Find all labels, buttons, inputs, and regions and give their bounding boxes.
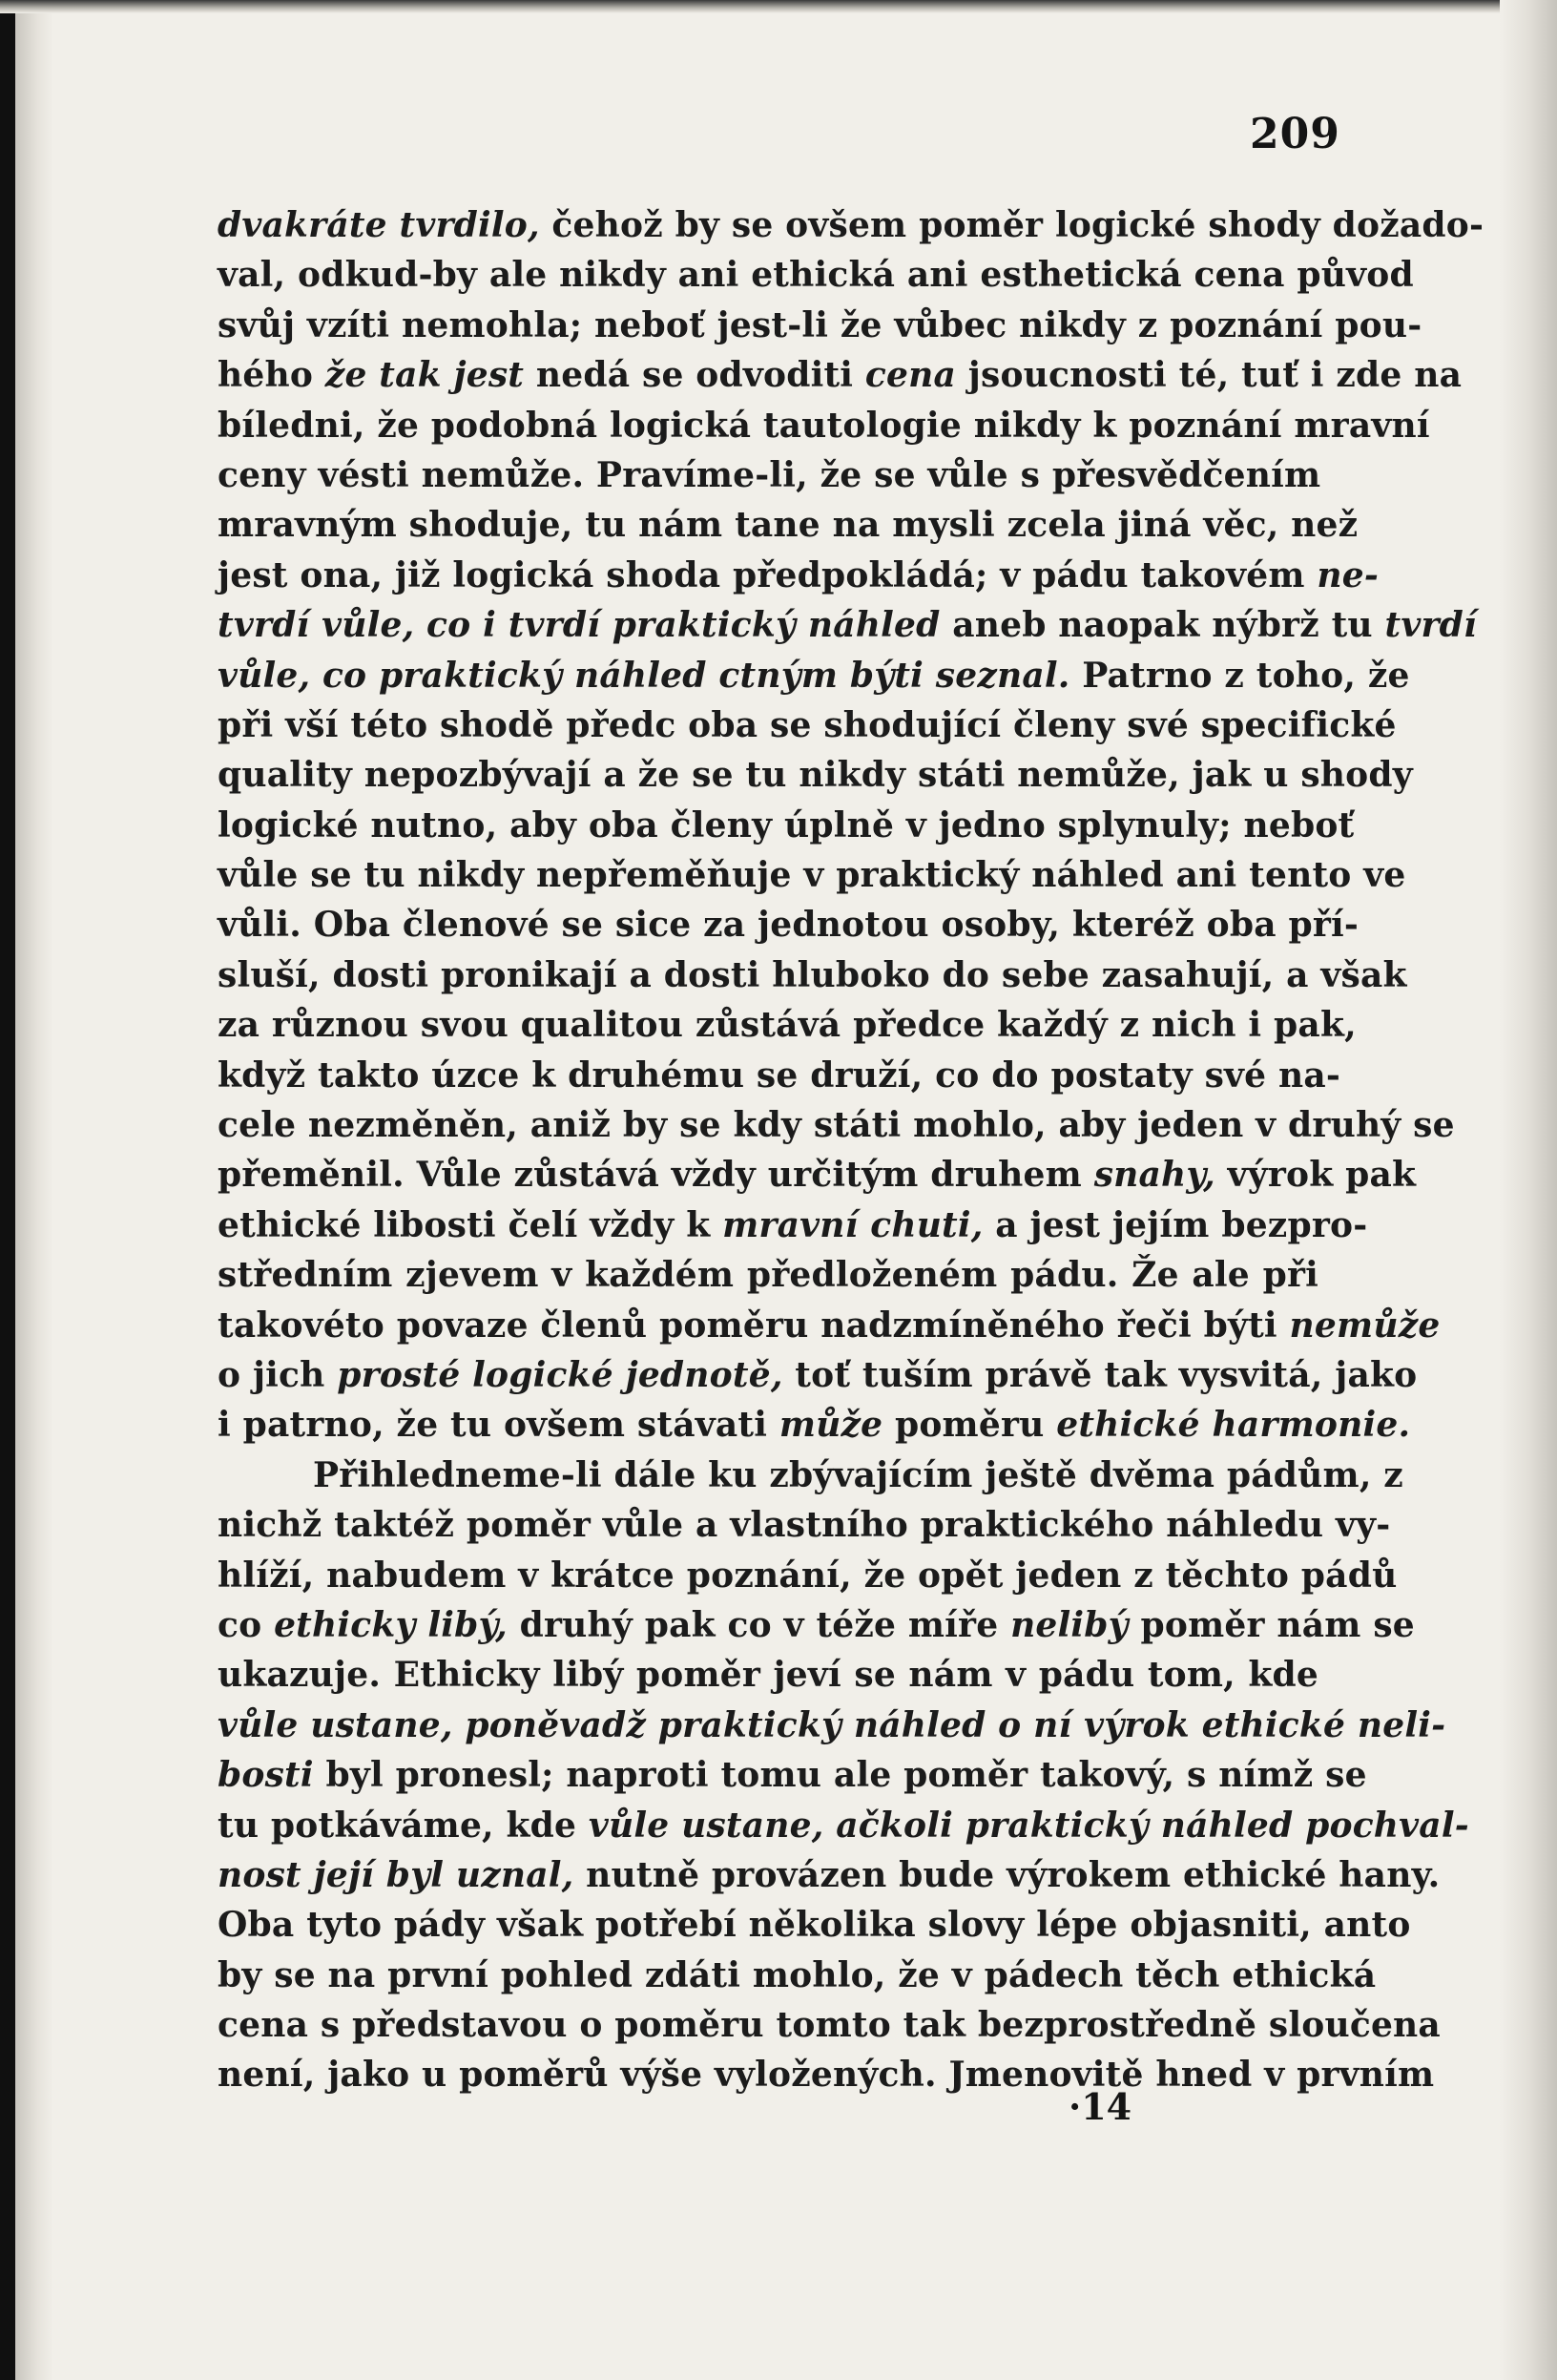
text-span: Patrno z toho, že bbox=[1069, 655, 1410, 696]
text-span: o jich bbox=[218, 1354, 338, 1395]
text-span: i patrno, že tu ovšem stávati bbox=[218, 1405, 779, 1446]
text-span: poměru bbox=[882, 1405, 1057, 1446]
text-span: Oba tyto pády však potřebí několika slovy lépe objasniti, anto bbox=[218, 1905, 1411, 1946]
text-line bbox=[218, 301, 1422, 350]
italic-span: cena bbox=[864, 355, 957, 396]
text-span: val, odkud-by ale nikdy ani ethická ani esthetická cena původ bbox=[218, 255, 1414, 296]
signature-mark: ·14 bbox=[1069, 2085, 1132, 2128]
text-span: jsoucnosti té, tuť i zde na bbox=[956, 355, 1463, 396]
text-line bbox=[218, 1400, 1411, 1450]
text-line bbox=[218, 1750, 1367, 1800]
text-span: quality nepozbývají a že se tu nikdy státi nemůže, jak u shody bbox=[218, 755, 1413, 796]
text-line bbox=[218, 500, 1359, 550]
text-span: poměr nám se bbox=[1128, 1604, 1415, 1645]
text-line bbox=[218, 801, 1355, 850]
text-span: bíledni, že podobná logická tautologie nikdy k poznání mravní bbox=[218, 405, 1430, 446]
italic-span: bosti bbox=[218, 1755, 314, 1796]
italic-span: vůle ustane, ačkoli praktický náhled pochval- bbox=[588, 1805, 1469, 1846]
text-span: byl pronesl; naproti tomu ale poměr takový, s nímž se bbox=[313, 1755, 1367, 1796]
text-line bbox=[218, 900, 1360, 950]
text-line bbox=[218, 1801, 1469, 1850]
text-span: za různou svou qualitou zůstává předce každý z nich i pak, bbox=[218, 1005, 1357, 1046]
text-span: logické nutno, aby oba členy úplně v jedno splynuly; neboť bbox=[218, 804, 1355, 846]
text-line bbox=[218, 1900, 1411, 1950]
text-span: mravným shoduje, tu nám tane na mysli zcela jiná věc, než bbox=[218, 505, 1359, 546]
text-line bbox=[218, 1150, 1417, 1200]
text-span: a jest jejím bezpro- bbox=[983, 1204, 1368, 1245]
text-span: čehož by se ovšem poměr logické shody dožado- bbox=[539, 205, 1484, 245]
text-span: nedá se odvoditi bbox=[524, 355, 865, 396]
text-span: Přihledneme-li dále ku zbývajícím ještě dvěma pádům, z bbox=[313, 1454, 1403, 1495]
italic-span: vůle ustane, poněvadž praktický náhled o ní výrok ethické neli- bbox=[218, 1704, 1446, 1745]
text-line bbox=[218, 250, 1414, 300]
text-line bbox=[218, 1100, 1455, 1150]
italic-span: ethické harmonie. bbox=[1056, 1405, 1411, 1446]
page-top-edge bbox=[0, 0, 1557, 13]
text-span: nichž taktéž poměr vůle a vlastního praktického náhledu vy- bbox=[218, 1505, 1391, 1546]
text-span: svůj vzíti nemohla; neboť jest-li že vůbec nikdy z poznání pou- bbox=[218, 304, 1422, 345]
text-line bbox=[218, 700, 1397, 750]
text-span: výrok pak bbox=[1214, 1155, 1417, 1196]
italic-span: ethicky libý, bbox=[274, 1604, 508, 1645]
text-line bbox=[218, 200, 1484, 250]
page-number: 209 bbox=[1250, 110, 1340, 158]
text-span: nutně provázen bude výrokem ethické hany. bbox=[573, 1854, 1441, 1895]
text-line bbox=[218, 1200, 1368, 1250]
text-line bbox=[218, 651, 1410, 700]
page-right-edge bbox=[1500, 0, 1557, 2380]
text-line bbox=[218, 1301, 1441, 1350]
text-line bbox=[218, 1000, 1357, 1050]
text-span: tu potkáváme, kde bbox=[218, 1805, 589, 1846]
text-line bbox=[218, 600, 1477, 650]
text-span: cena s představou o poměru tomto tak bezprostředně sloučena bbox=[218, 2005, 1441, 2046]
text-line bbox=[218, 1600, 1415, 1650]
page-binding-shadow bbox=[0, 0, 15, 2380]
italic-span: snahy, bbox=[1093, 1155, 1215, 1196]
text-span: toť tuším právě tak vysvitá, jako bbox=[782, 1354, 1418, 1395]
text-line bbox=[218, 950, 1407, 1000]
page-gutter bbox=[15, 0, 53, 2380]
text-span: ethické libosti čelí vždy k bbox=[218, 1204, 723, 1245]
text-span: jest ona, již logická shoda předpokládá; v pádu takovém bbox=[218, 554, 1318, 595]
italic-span: nemůže bbox=[1289, 1305, 1441, 1346]
text-span: vůle se tu nikdy nepřeměňuje v praktický náhled ani tento ve bbox=[218, 855, 1406, 896]
italic-span: prosté logické jednotě, bbox=[337, 1354, 783, 1395]
text-span: sluší, dosti pronikají a dosti hluboko do sebe zasahují, a však bbox=[218, 954, 1407, 995]
italic-span: tvrdí vůle, co i tvrdí praktický náhled bbox=[218, 605, 941, 646]
text-line bbox=[218, 1951, 1377, 2000]
text-span: středním zjevem v každém předloženém pádu. Že ale při bbox=[218, 1255, 1318, 1296]
italic-span: vůle, co praktický náhled ctným býti seznal. bbox=[218, 655, 1070, 696]
text-line bbox=[218, 1500, 1391, 1550]
italic-span: může bbox=[778, 1405, 883, 1446]
text-line bbox=[218, 850, 1406, 900]
text-span: ukazuje. Ethicky libý poměr jeví se nám v pádu tom, kde bbox=[218, 1655, 1318, 1696]
text-span: není, jako u poměrů výše vyložených. Jmenovitě hned v prvním bbox=[218, 2055, 1435, 2096]
italic-span: nost její byl uznal, bbox=[218, 1854, 574, 1895]
text-span: aneb naopak nýbrž tu bbox=[940, 605, 1385, 646]
text-line bbox=[218, 1551, 1398, 1600]
italic-span: že tak jest bbox=[324, 355, 525, 396]
body-text bbox=[218, 200, 1484, 2100]
text-span: hého bbox=[218, 355, 325, 396]
italic-span: tvrdí bbox=[1384, 605, 1477, 646]
italic-span: mravní chuti, bbox=[722, 1204, 984, 1245]
text-span: ceny vésti nemůže. Pravíme-li, že se vůle s přesvědčením bbox=[218, 454, 1321, 495]
text-line bbox=[218, 1701, 1446, 1750]
text-line bbox=[218, 1850, 1441, 1900]
text-span: vůli. Oba členové se sice za jednotou osoby, kteréž oba pří- bbox=[218, 905, 1360, 946]
text-line bbox=[218, 1451, 1403, 1500]
text-line bbox=[218, 2000, 1441, 2050]
text-span: co bbox=[218, 1604, 275, 1645]
text-line bbox=[218, 1051, 1341, 1100]
text-line bbox=[218, 401, 1430, 450]
italic-span: ne- bbox=[1317, 554, 1380, 595]
text-line bbox=[218, 551, 1380, 600]
text-span: hlíží, nabudem v krátce poznání, že opět jeden z těchto pádů bbox=[218, 1555, 1398, 1596]
text-span: při vší této shodě předc oba se shodující členy své specifické bbox=[218, 704, 1397, 745]
italic-span: nelibý bbox=[1010, 1604, 1129, 1645]
text-line bbox=[218, 2050, 1435, 2099]
text-span: přeměnil. Vůle zůstává vždy určitým druhem bbox=[218, 1155, 1094, 1196]
text-span: takovéto povaze členů poměru nadzmíněného řeči býti bbox=[218, 1305, 1290, 1346]
text-line bbox=[218, 1350, 1418, 1400]
text-line bbox=[218, 1250, 1318, 1300]
text-line bbox=[218, 450, 1321, 500]
text-span: druhý pak co v téže míře bbox=[507, 1604, 1011, 1645]
text-line bbox=[218, 350, 1463, 400]
italic-span: dvakráte tvrdilo, bbox=[218, 205, 540, 245]
text-line bbox=[218, 1650, 1318, 1700]
text-span: když takto úzce k druhému se druží, co do postaty své na- bbox=[218, 1054, 1341, 1096]
text-span: by se na první pohled zdáti mohlo, že v pádech těch ethická bbox=[218, 1954, 1377, 1995]
text-line bbox=[218, 750, 1413, 800]
text-span: cele nezměněn, aniž by se kdy státi mohlo, aby jeden v druhý se bbox=[218, 1105, 1455, 1146]
